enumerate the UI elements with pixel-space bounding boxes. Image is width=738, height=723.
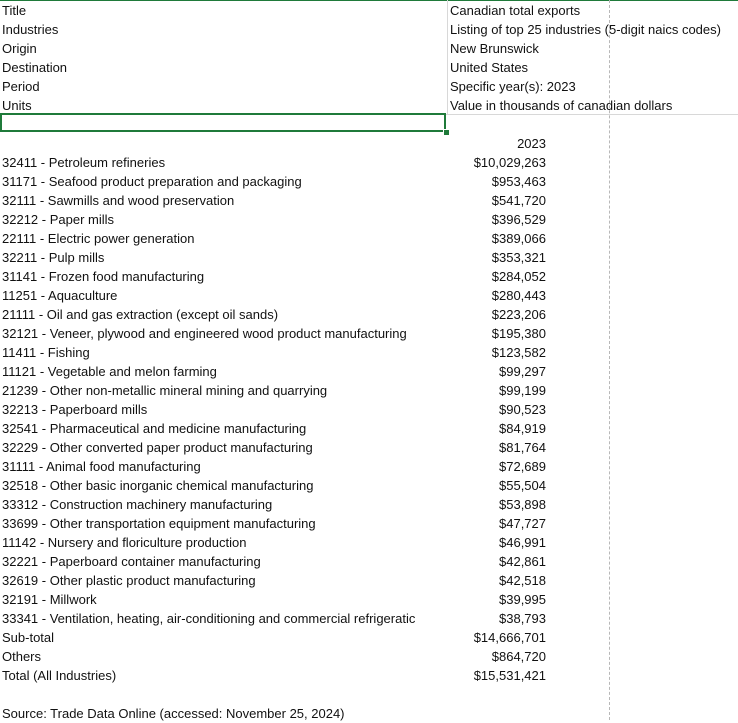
value-cell[interactable]: $47,727 [499, 516, 546, 531]
value-cell[interactable]: $953,463 [491, 174, 546, 189]
cell-title-label[interactable]: Title [2, 3, 27, 18]
value-cell[interactable]: $53,898 [499, 497, 546, 512]
industry-cell[interactable]: 31111 - Animal food manufacturing [2, 459, 201, 474]
source-note[interactable]: Source: Trade Data Online (accessed: November 25, 2024) [2, 706, 345, 721]
value-cell[interactable]: $223,206 [491, 307, 546, 322]
industry-cell[interactable]: 21111 - Oil and gas extraction (except oil sands) [2, 307, 279, 322]
value-cell[interactable]: $84,919 [499, 421, 546, 436]
value-cell[interactable]: $46,991 [499, 535, 546, 550]
cell-destination-value[interactable]: United States [450, 60, 529, 75]
total-label[interactable]: Total (All Industries) [2, 668, 117, 683]
value-cell[interactable]: $55,504 [499, 478, 546, 493]
industry-cell[interactable]: 32212 - Paper mills [2, 212, 114, 227]
source-row [0, 704, 738, 723]
table-row [0, 191, 738, 210]
table-row [0, 609, 738, 628]
value-cell[interactable]: $99,297 [499, 364, 546, 379]
industry-cell[interactable]: 32211 - Pulp mills [2, 250, 105, 265]
table-row [0, 248, 738, 267]
cell-origin-label[interactable]: Origin [2, 41, 37, 56]
table-row [0, 457, 738, 476]
subtotal-value[interactable]: $14,666,701 [473, 630, 546, 645]
table-row [0, 400, 738, 419]
table-row [0, 153, 738, 172]
value-cell[interactable]: $72,689 [499, 459, 546, 474]
industry-cell[interactable]: 32121 - Veneer, plywood and engineered wood product manufacturing [2, 326, 407, 341]
industry-cell[interactable]: 21239 - Other non-metallic mineral mining and quarrying [2, 383, 328, 398]
table-row [0, 419, 738, 438]
value-cell[interactable]: $396,529 [491, 212, 546, 227]
cell-period-value[interactable]: Specific year(s): 2023 [450, 79, 576, 94]
table-row [0, 210, 738, 229]
selected-cell[interactable] [0, 113, 446, 132]
industry-cell[interactable]: 32619 - Other plastic product manufacturing [2, 573, 256, 588]
total-value[interactable]: $15,531,421 [473, 668, 546, 683]
industry-cell[interactable]: 32229 - Other converted paper product manufacturing [2, 440, 313, 455]
value-cell[interactable]: $42,518 [499, 573, 546, 588]
industry-cell[interactable]: 31141 - Frozen food manufacturing [2, 269, 205, 284]
value-cell[interactable]: $90,523 [499, 402, 546, 417]
cell-destination-label[interactable]: Destination [2, 60, 68, 75]
total-row [0, 666, 738, 685]
industry-cell[interactable]: 22111 - Electric power generation [2, 231, 195, 246]
others-row [0, 647, 738, 666]
subtotal-row [0, 628, 738, 647]
table-row [0, 476, 738, 495]
table-row [0, 286, 738, 305]
industry-cell[interactable]: 32221 - Paperboard container manufacturing [2, 554, 261, 569]
value-cell[interactable]: $280,443 [491, 288, 546, 303]
table-row [0, 381, 738, 400]
industry-cell[interactable]: 33699 - Other transportation equipment manufacturing [2, 516, 316, 531]
value-cell[interactable]: $42,861 [499, 554, 546, 569]
cell-period-label[interactable]: Period [2, 79, 40, 94]
industry-cell[interactable]: 11411 - Fishing [2, 345, 90, 360]
industry-cell[interactable]: 31171 - Seafood product preparation and packaging [2, 174, 302, 189]
table-row [0, 267, 738, 286]
header-row-industries [0, 20, 738, 39]
table-row [0, 590, 738, 609]
industry-cell[interactable]: 32111 - Sawmills and wood preservation [2, 193, 235, 208]
value-cell[interactable]: $81,764 [499, 440, 546, 455]
cell-units-value[interactable]: Value in thousands of canadian dollars [450, 98, 673, 113]
cell-origin-value[interactable]: New Brunswick [450, 41, 539, 56]
cell-industries-value[interactable]: Listing of top 25 industries (5-digit naics codes) [450, 22, 721, 37]
industry-cell[interactable]: 32191 - Millwork [2, 592, 97, 607]
cell-units-label[interactable]: Units [2, 98, 32, 113]
value-cell[interactable]: $541,720 [491, 193, 546, 208]
industry-cell[interactable]: 11121 - Vegetable and melon farming [2, 364, 217, 379]
table-row [0, 362, 738, 381]
others-value[interactable]: $864,720 [491, 649, 546, 664]
industry-cell[interactable]: 33312 - Construction machinery manufacturing [2, 497, 273, 512]
subtotal-label[interactable]: Sub-total [2, 630, 55, 645]
industry-cell[interactable]: 32411 - Petroleum refineries [2, 155, 166, 170]
value-cell[interactable]: $38,793 [499, 611, 546, 626]
table-row [0, 343, 738, 362]
year-header-cell[interactable]: 2023 [517, 136, 546, 151]
value-cell[interactable]: $99,199 [499, 383, 546, 398]
others-label[interactable]: Others [2, 649, 42, 664]
header-row-title [0, 1, 738, 20]
cell-industries-label[interactable]: Industries [2, 22, 59, 37]
value-cell[interactable]: $39,995 [499, 592, 546, 607]
cell-title-value[interactable]: Canadian total exports [450, 3, 581, 18]
value-cell[interactable]: $10,029,263 [473, 155, 546, 170]
table-row [0, 438, 738, 457]
value-cell[interactable]: $389,066 [491, 231, 546, 246]
table-row [0, 229, 738, 248]
table-row [0, 552, 738, 571]
industry-cell[interactable]: 11251 - Aquaculture [2, 288, 118, 303]
table-row [0, 172, 738, 191]
industry-cell[interactable]: 32213 - Paperboard mills [2, 402, 148, 417]
table-row [0, 305, 738, 324]
header-row-origin [0, 39, 738, 58]
industry-cell[interactable]: 33341 - Ventilation, heating, air-conditioning and commercial refrigeratic [2, 611, 416, 626]
header-row-period [0, 77, 738, 96]
industry-cell[interactable]: 32518 - Other basic inorganic chemical manufacturing [2, 478, 314, 493]
table-row [0, 495, 738, 514]
table-row [0, 514, 738, 533]
industry-cell[interactable]: 11142 - Nursery and floriculture production [2, 535, 247, 550]
year-header-row [0, 134, 738, 153]
value-cell[interactable]: $353,321 [491, 250, 546, 265]
table-row [0, 571, 738, 590]
table-row [0, 533, 738, 552]
industry-cell[interactable]: 32541 - Pharmaceutical and medicine manufacturing [2, 421, 307, 436]
table-row [0, 324, 738, 343]
value-cell[interactable]: $284,052 [491, 269, 546, 284]
value-cell[interactable]: $195,380 [491, 326, 546, 341]
header-row-destination [0, 58, 738, 77]
value-cell[interactable]: $123,582 [491, 345, 546, 360]
